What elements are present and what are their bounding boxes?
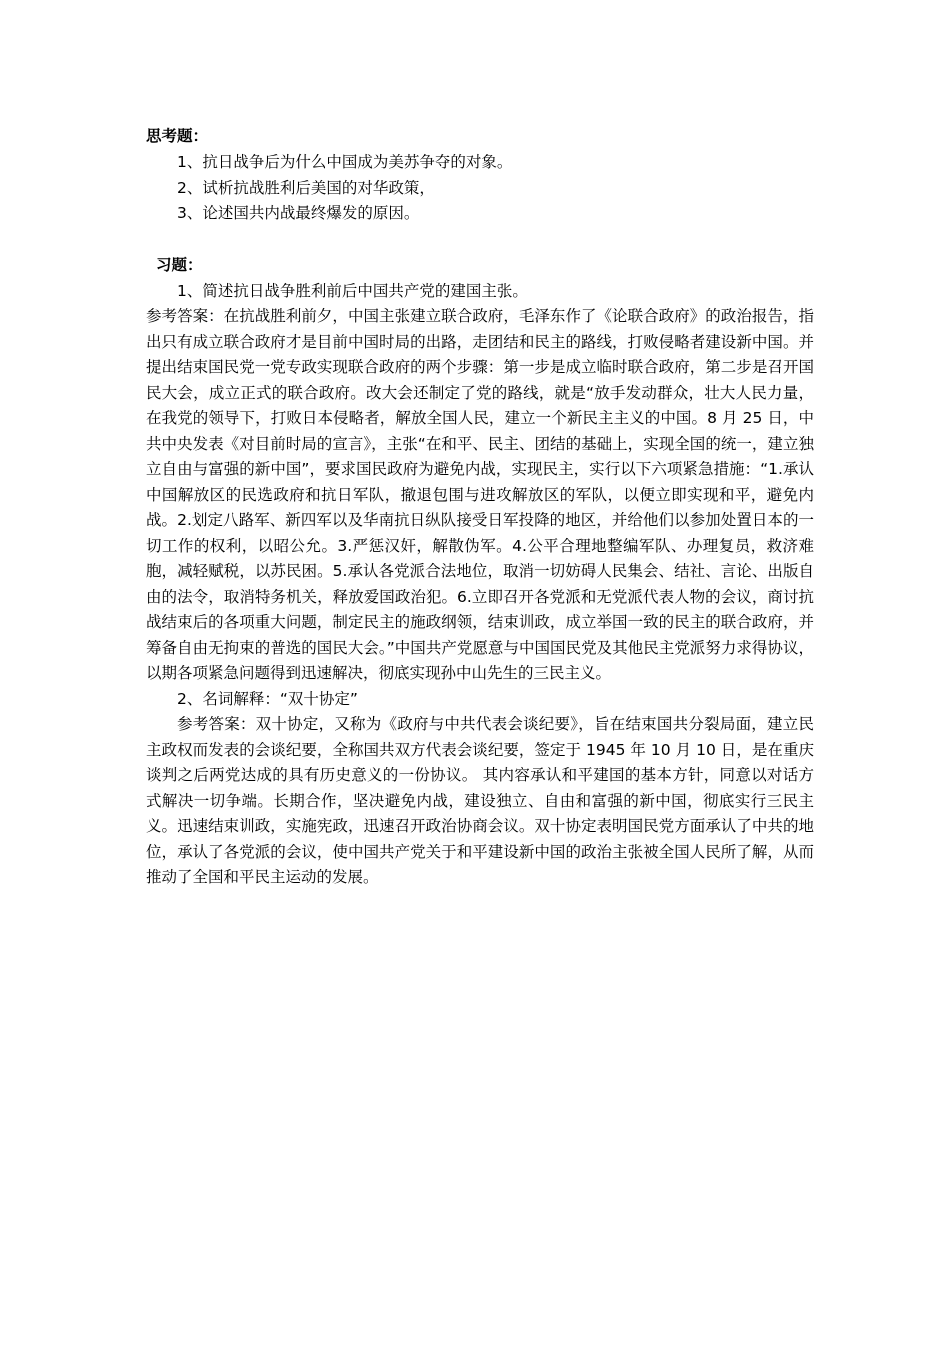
think-question-2: 2、试析抗战胜利后美国的对华政策， (177, 178, 435, 197)
exercise-answer-1: 参考答案：在抗战胜利前夕，中国主张建立联合政府，毛泽东作了《论联合政府》的政治报告，指出只有成立联合政府才是目前中国时局的出路，走团结和民主的路线，打败侵略者建设新中国。并提出结束国民党一党专政实现联合政府的两个步骤：第一步是成立临时联合政府，第二步是召开国民大会，成立正式的联合政府。改大会还制定了党的路线，就是“放手发动群众，壮大人民力量，在我党的领导下，打败日本侵略者，解放全国人民，建立一个新民主主义的中国。8 月 25 日，中共中央发表《对目前时局的宣言》，主张“在和平、民主、团结的基础上，实现全国的统一，建立独立自由与富强的新中国”，要求国民政府为避免内战，实现民主，实行以下六项紧急措施：“1.承认中国解放区的民选政府和抗日军队，撤退包围与进攻解放区的军队，以便立即实现和平，避免内战。2.划定八路军、新四军以及华南抗日纵队接受日军投降的地区，并给他们以参加处置日本的一切工作的权利，以昭公允。3.严惩汉奸，解散伪军。4.公平合理地整编军队、办理复员，救济难胞，减轻赋税，以苏民困。5.承认各党派合法地位，取消一切妨碍人民集会、结社、言论、出版自由的法令，取消特务机关，释放爱国政治犯。6.立即召开各党派和无党派代表人物的会议，商讨抗战结束后的各项重大问题，制定民主的施政纲领，结束训政，成立举国一致的民主的联合政府，并筹备自由无拘束的普选的国民大会。”中国共产党愿意与中国国民党及其他民主党派努力求得协议，以期各项紧急问题得到迅速解决，彻底实现孙中山先生的三民主义。 (146, 307, 814, 682)
section-spacer (146, 227, 814, 253)
exercise-answer-2: 参考答案：双十协定，又称为《政府与中共代表会谈纪要》，旨在结束国共分裂局面，建立民主政权而发表的会谈纪要，全称国共双方代表会谈纪要，签定于 1945 年 10 月 10 日，是在重庆谈判之后两党达成的具有历史意义的一份协议。 其内容承认和平建国的基本方针，同意以对话方式解决一切争端。长期合作，坚决避免内战，建设独立、自由和富强的新中国，彻底实行三民主义。迅速结束训政，实施宪政，迅速召开政治协商会议。双十协定表明国民党方面承认了中共的地位，承认了各党派的会议，使中国共产党关于和平建设新中国的政治主张被全国人民所了解，从而推动了全国和平民主运动的发展。 (146, 715, 814, 886)
document-body (146, 124, 814, 891)
think-questions-heading: 思考题： (146, 127, 209, 145)
exercise-question-1: 1、简述抗日战争胜利前后中国共产党的建国主张。 (177, 281, 528, 300)
think-question-1: 1、抗日战争后为什么中国成为美苏争夺的对象。 (177, 153, 513, 171)
exercise-heading: 习题： (156, 255, 203, 274)
exercise-question-2: 2、名词解释：“双十协定” (177, 689, 358, 708)
think-question-3: 3、论述国共内战最终爆发的原因。 (177, 204, 420, 222)
